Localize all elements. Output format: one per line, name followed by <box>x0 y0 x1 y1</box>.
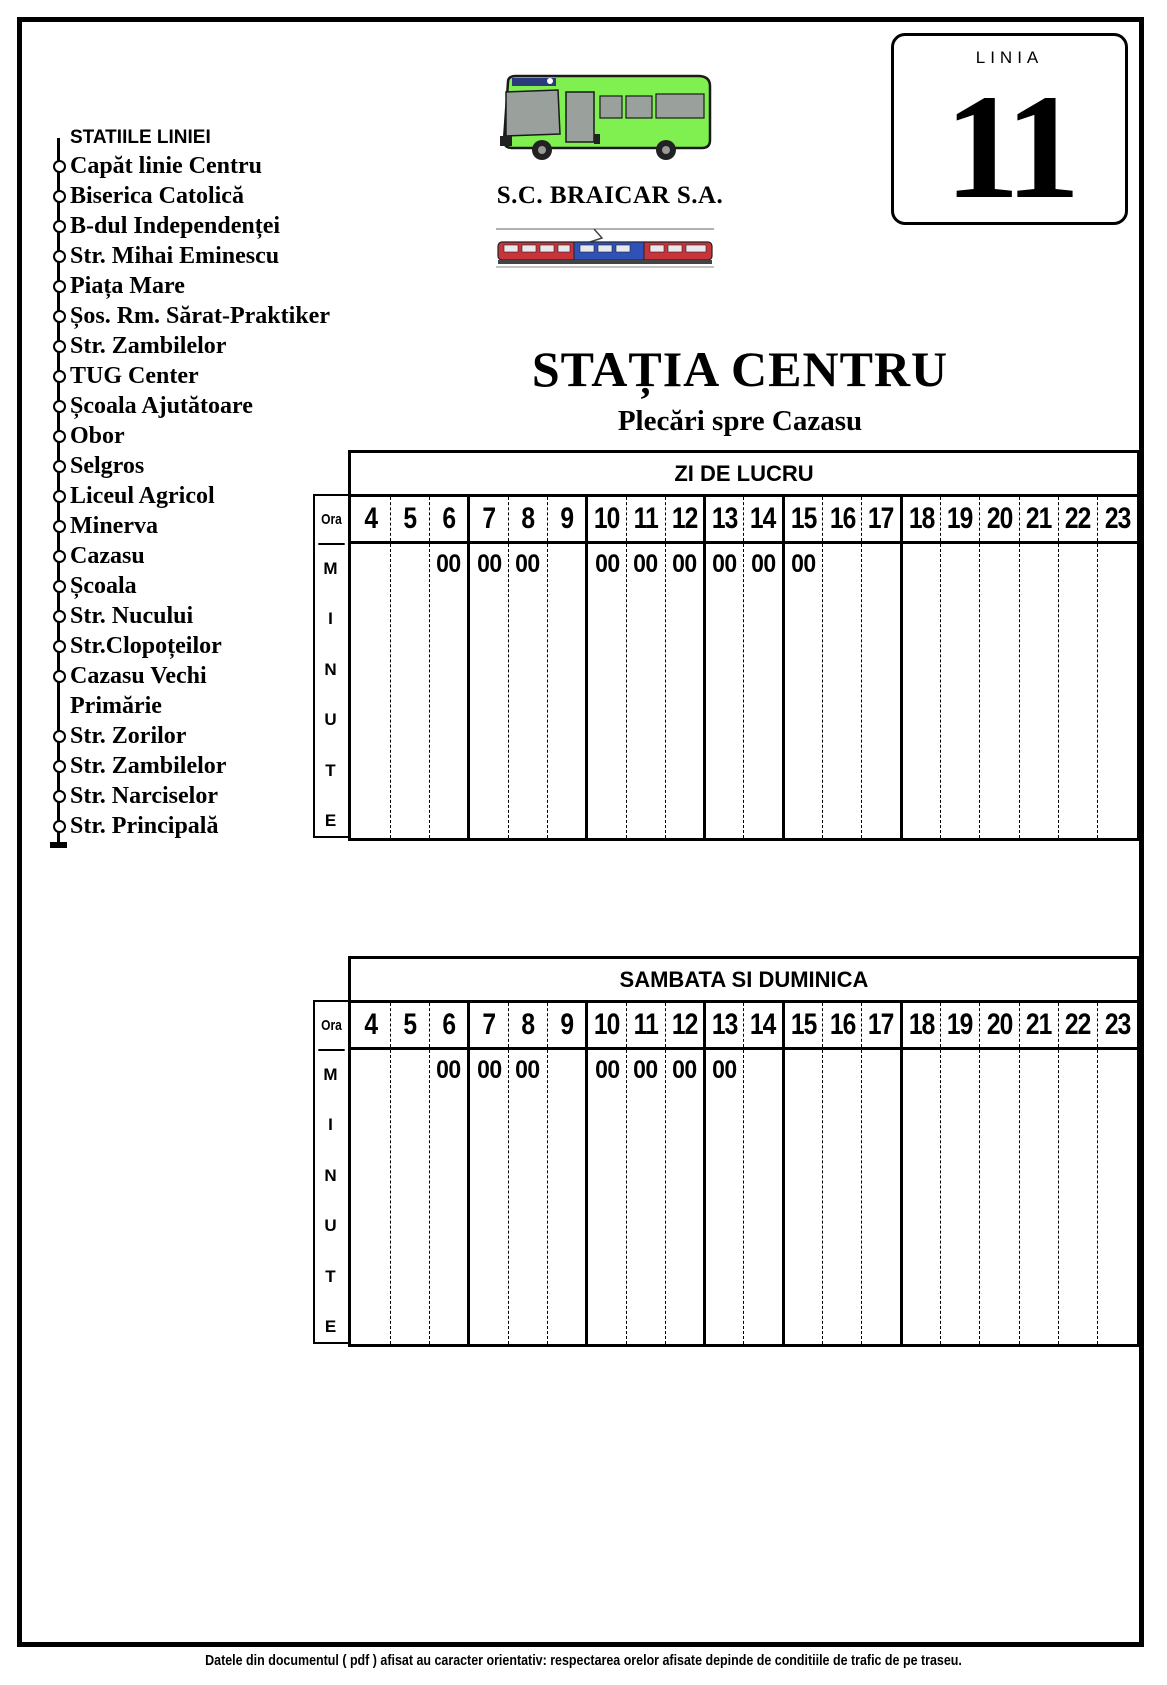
station-item <box>52 151 330 181</box>
minute-cell <box>390 1049 429 1345</box>
station-item <box>52 661 330 691</box>
hour-cell: 11 <box>626 1003 665 1049</box>
minute-cell <box>901 543 940 839</box>
station-dot-icon <box>53 220 66 233</box>
minute-cell: 00 <box>587 543 626 839</box>
hour-cell: 21 <box>1019 497 1058 543</box>
minute-cell <box>1019 543 1058 839</box>
minute-letter: N <box>324 1165 337 1185</box>
page-title: STAȚIA CENTRU <box>531 341 949 397</box>
station-item <box>52 631 330 661</box>
line-badge-label: LINIA <box>975 48 1044 67</box>
hour-cell: 19 <box>940 1003 979 1049</box>
timetable-heading: ZI DE LUCRU <box>348 450 1140 494</box>
station-dot-icon <box>53 370 66 383</box>
minute-cell: 00 <box>626 1049 665 1345</box>
station-dot-icon <box>53 580 66 593</box>
station-item <box>52 571 330 601</box>
minute-cell: 00 <box>469 1049 508 1345</box>
minute-cell <box>940 543 979 839</box>
minute-cell: 00 <box>430 543 469 839</box>
tram-icon <box>494 226 716 268</box>
station-dot-icon <box>53 550 66 563</box>
hour-cell: 4 <box>351 1003 390 1049</box>
hour-cell: 9 <box>547 1003 586 1049</box>
hour-cell: 12 <box>665 497 704 543</box>
station-item <box>52 271 330 301</box>
minute-cell: 00 <box>508 543 547 839</box>
timetable-weekend <box>313 956 1140 1344</box>
minute-cell <box>980 543 1019 839</box>
station-list-header: STATIILE LINIEI <box>70 127 211 148</box>
minute-letter: M <box>323 559 338 578</box>
page-subtitle: Plecări spre Cazasu <box>617 405 863 437</box>
station-name: Biserica Catolică <box>70 183 244 209</box>
hours-row <box>351 497 1137 543</box>
station-name: Selgros <box>70 453 145 479</box>
station-name: Str. Zorilor <box>70 723 187 749</box>
station-name: Cazasu Vechi <box>70 663 207 689</box>
minute-cell: 00 <box>430 1049 469 1345</box>
station-dot-icon <box>53 430 66 443</box>
minute-cell <box>783 1049 822 1345</box>
hour-cell: 15 <box>783 1003 822 1049</box>
line-badge <box>891 33 1128 230</box>
minute-cell: 00 <box>665 1049 704 1345</box>
minute-cell: 00 <box>626 543 665 839</box>
bus-icon <box>498 74 714 166</box>
minute-cell <box>862 1049 901 1345</box>
hour-cell: 10 <box>587 497 626 543</box>
hour-cell: 19 <box>940 497 979 543</box>
minute-cell: 00 <box>705 1049 744 1345</box>
station-item <box>52 331 330 361</box>
station-dot-icon <box>53 820 66 833</box>
station-item <box>52 691 330 721</box>
minute-cell <box>980 1049 1019 1345</box>
hour-cell: 23 <box>1098 497 1137 543</box>
station-dot-icon <box>53 280 66 293</box>
station-item <box>52 181 330 211</box>
minute-cell <box>901 1049 940 1345</box>
hour-cell: 20 <box>980 497 1019 543</box>
station-item <box>52 391 330 421</box>
station-name: Str. Narciselor <box>70 783 218 809</box>
minute-letter: T <box>325 1266 336 1286</box>
timetable-grid <box>348 1000 1140 1347</box>
station-dot-icon <box>53 190 66 203</box>
minute-letter: I <box>328 1115 333 1135</box>
hour-cell: 4 <box>351 497 390 543</box>
station-item <box>52 481 330 511</box>
station-list <box>52 125 330 841</box>
hour-cell: 15 <box>783 497 822 543</box>
station-item <box>52 601 330 631</box>
station-dot-icon <box>53 610 66 623</box>
minute-cell: 00 <box>744 543 783 839</box>
station-item <box>52 511 330 541</box>
minute-cell <box>1098 543 1137 839</box>
minute-letter: T <box>325 760 336 780</box>
ora-column <box>313 1000 348 1344</box>
route-end-marker <box>50 842 67 848</box>
minute-cell <box>823 543 862 839</box>
minutes-row <box>351 543 1137 839</box>
minute-cell <box>1058 1049 1097 1345</box>
hour-cell: 13 <box>705 497 744 543</box>
station-item <box>52 451 330 481</box>
minute-cell <box>744 1049 783 1345</box>
hour-cell: 17 <box>862 497 901 543</box>
station-item <box>52 811 330 841</box>
minute-letter: U <box>324 710 337 730</box>
hour-cell: 9 <box>547 497 586 543</box>
hour-cell: 18 <box>901 497 940 543</box>
station-dot-icon <box>53 490 66 503</box>
hour-cell: 16 <box>823 1003 862 1049</box>
hour-cell: 6 <box>430 1003 469 1049</box>
minute-cell <box>1098 1049 1137 1345</box>
hour-cell: 12 <box>665 1003 704 1049</box>
hour-cell: 8 <box>508 1003 547 1049</box>
station-name: Str. Mihai Eminescu <box>70 243 280 269</box>
station-item <box>52 751 330 781</box>
station-item <box>52 721 330 751</box>
minute-cell: 00 <box>508 1049 547 1345</box>
station-item <box>52 421 330 451</box>
hours-row <box>351 1003 1137 1049</box>
hour-cell: 11 <box>626 497 665 543</box>
minutes-row <box>351 1049 1137 1345</box>
station-name: Str. Zambilelor <box>70 333 227 359</box>
station-dot-icon <box>53 460 66 473</box>
hour-cell: 22 <box>1058 497 1097 543</box>
hour-cell: 16 <box>823 497 862 543</box>
hour-cell: 5 <box>390 1003 429 1049</box>
minute-cell <box>351 1049 390 1345</box>
station-dot-icon <box>53 520 66 533</box>
station-dot-icon <box>53 730 66 743</box>
hour-cell: 13 <box>705 1003 744 1049</box>
station-dot-icon <box>53 790 66 803</box>
hour-cell: 7 <box>469 1003 508 1049</box>
station-dot-icon <box>53 160 66 173</box>
minute-cell <box>1058 543 1097 839</box>
minute-letter: E <box>324 1316 337 1336</box>
timetable-heading: SAMBATA SI DUMINICA <box>348 956 1140 1000</box>
station-dot-icon <box>53 640 66 653</box>
minute-cell <box>390 543 429 839</box>
minute-cell: 00 <box>705 543 744 839</box>
minute-cell: 00 <box>587 1049 626 1345</box>
station-name: Str. Zambilelor <box>70 753 227 779</box>
station-name: B-dul Independenței <box>70 213 281 239</box>
hour-cell: 10 <box>587 1003 626 1049</box>
minute-cell <box>862 543 901 839</box>
minute-cell: 00 <box>665 543 704 839</box>
hour-cell: 7 <box>469 497 508 543</box>
minute-letter: U <box>324 1216 337 1236</box>
station-name: Cazasu <box>70 543 145 569</box>
company-name: S.C. BRAICAR S.A. <box>496 182 724 209</box>
minute-letter: I <box>328 609 333 629</box>
hour-cell: 14 <box>744 1003 783 1049</box>
station-item <box>52 541 330 571</box>
station-dot-icon <box>53 250 66 263</box>
ora-column <box>313 494 348 838</box>
minute-cell <box>351 543 390 839</box>
hour-cell: 14 <box>744 497 783 543</box>
station-item <box>52 361 330 391</box>
minute-cell <box>823 1049 862 1345</box>
station-name: Piața Mare <box>70 273 185 299</box>
station-item <box>52 301 330 331</box>
minute-cell <box>940 1049 979 1345</box>
footer-disclaimer: Datele din documentul ( pdf ) afisat au caracter orientativ: respectarea orelor afisate depinde de conditiile de trafic de pe traseu. <box>205 1653 962 1669</box>
hour-cell: 23 <box>1098 1003 1137 1049</box>
station-dot-icon <box>53 340 66 353</box>
line-number: 11 <box>944 64 1075 230</box>
hour-cell: 18 <box>901 1003 940 1049</box>
station-dot-icon <box>53 400 66 413</box>
station-item <box>52 241 330 271</box>
hour-cell: 6 <box>430 497 469 543</box>
minute-cell: 00 <box>783 543 822 839</box>
minute-cell <box>547 1049 586 1345</box>
station-dot-icon <box>53 760 66 773</box>
station-item <box>52 781 330 811</box>
station-name: Minerva <box>70 513 158 539</box>
minute-cell <box>1019 1049 1058 1345</box>
station-name: Liceul Agricol <box>70 483 215 509</box>
minute-cell: 00 <box>469 543 508 839</box>
station-dot-icon <box>53 310 66 323</box>
station-name: Obor <box>70 423 125 449</box>
minute-letter: M <box>323 1065 338 1084</box>
ora-label: Ora <box>318 1002 344 1051</box>
timetable-weekday <box>313 450 1140 838</box>
hour-cell: 5 <box>390 497 429 543</box>
station-name: Str.Clopoțeilor <box>70 633 222 659</box>
ora-label: Ora <box>318 496 344 545</box>
station-name: Școala <box>70 573 137 599</box>
hour-cell: 17 <box>862 1003 901 1049</box>
minute-letter: N <box>324 659 337 679</box>
station-name: Capăt linie Centru <box>70 153 262 179</box>
hour-cell: 21 <box>1019 1003 1058 1049</box>
hour-cell: 20 <box>980 1003 1019 1049</box>
station-name: Primărie <box>70 693 162 719</box>
station-name: Școala Ajutătoare <box>70 393 253 419</box>
hour-cell: 22 <box>1058 1003 1097 1049</box>
timetable-grid <box>348 494 1140 841</box>
station-name: Șos. Rm. Sărat-Praktiker <box>70 303 330 329</box>
minute-letter: E <box>324 810 337 830</box>
station-name: Str. Nucului <box>70 603 194 629</box>
hour-cell: 8 <box>508 497 547 543</box>
station-name: TUG Center <box>70 363 199 389</box>
minute-cell <box>547 543 586 839</box>
station-item <box>52 211 330 241</box>
station-dot-icon <box>53 670 66 683</box>
station-name: Str. Principală <box>70 813 219 839</box>
